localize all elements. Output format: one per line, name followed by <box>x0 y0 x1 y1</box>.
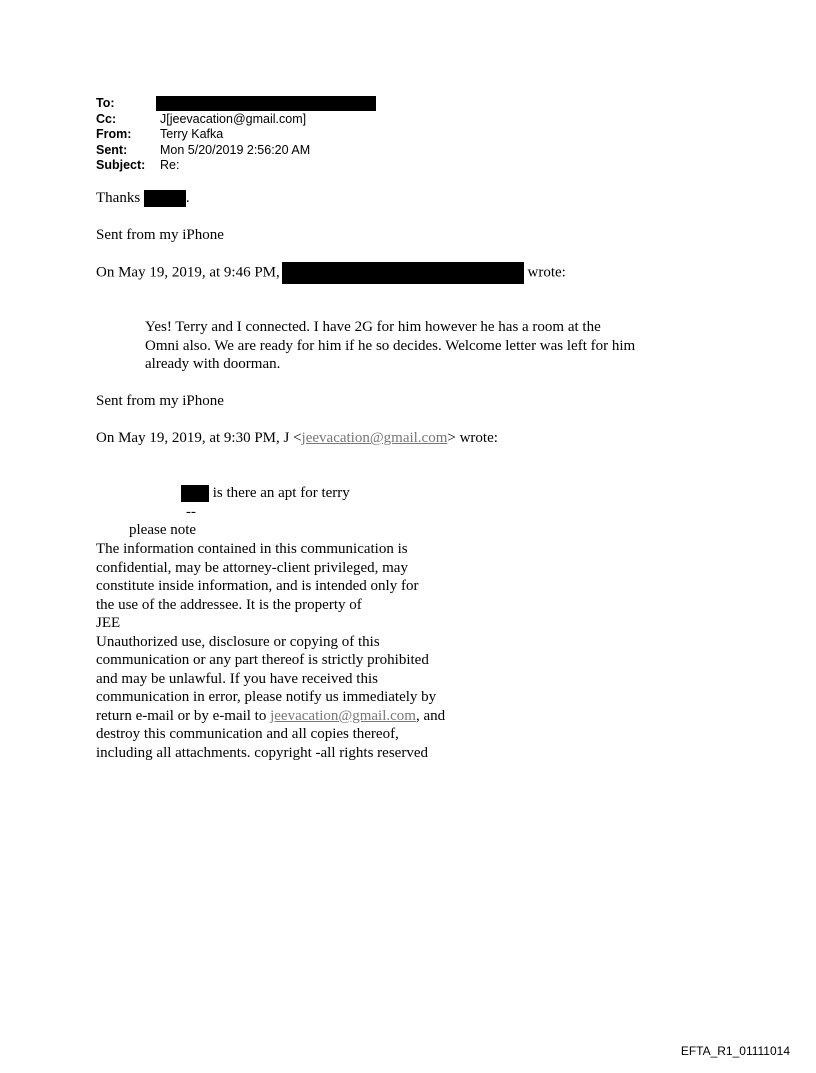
to-label: To: <box>96 96 115 110</box>
cc-label: Cc: <box>96 111 117 126</box>
attribution-1-prefix: On May 19, 2019, at 9:46 PM, <box>96 264 280 281</box>
quoted-message-1 <box>145 318 635 374</box>
from-row <box>96 127 376 143</box>
subject-label: Subject: <box>96 158 146 172</box>
quoted-line: Omni also. We are ready for him if he so decides. Welcome letter was left for him <box>145 337 636 354</box>
quoted-message-2 <box>181 484 350 503</box>
disclaimer-line: JEE <box>96 615 121 631</box>
disclaimer-line: communication or any part thereof is strictly prohibited <box>96 652 429 668</box>
email-header <box>96 96 376 174</box>
sent-from-iphone-1: Sent from my iPhone <box>96 227 224 243</box>
reply-attribution-1 <box>96 262 566 284</box>
document-id: EFTA_R1_01111014 <box>680 1044 790 1058</box>
disclaimer-line: the use of the addressee. It is the property of <box>96 596 362 613</box>
quoted-text-2: is there an apt for terry <box>212 485 350 501</box>
disclaimer-email-prefix: return e-mail or by e-mail to <box>96 707 271 724</box>
disclaimer-line: constitute inside information, and is intended only for <box>96 578 419 594</box>
disclaimer-line: destroy this communication and all copies thereof, <box>96 726 399 742</box>
disclaimer-line: and may be unlawful. If you have received this <box>96 670 378 687</box>
thanks-text: Thanks <box>96 190 141 206</box>
email-link[interactable]: jeevacation@gmail.com <box>270 707 416 724</box>
quoted-line: already with doorman. <box>145 356 281 372</box>
reply-attribution-2 <box>96 429 498 448</box>
thanks-line <box>96 189 190 208</box>
subject-value: Re: <box>160 158 180 172</box>
quoted-line: Yes! Terry and I connected. I have 2G for him however he has a room at the <box>145 319 601 335</box>
attribution-2-suffix: > wrote: <box>447 430 498 446</box>
from-value: Terry Kafka <box>160 127 224 141</box>
disclaimer-line: communication in error, please notify us immediately by <box>96 689 437 705</box>
sent-from-iphone-2: Sent from my iPhone <box>96 393 224 409</box>
please-note: please note <box>129 522 197 538</box>
disclaimer-line: confidential, may be attorney-client privileged, may <box>96 559 408 576</box>
signature-dashes: -- <box>186 504 196 520</box>
thanks-period: . <box>185 190 190 206</box>
disclaimer-line: The information contained in this communication is <box>96 541 408 557</box>
attribution-1-suffix: wrote: <box>527 264 566 281</box>
cc-value: J[jeevacation@gmail.com] <box>160 111 307 126</box>
to-row <box>96 96 376 112</box>
disclaimer <box>96 540 445 762</box>
disclaimer-line: including all attachments. copyright -all rights reserved <box>96 744 428 761</box>
disclaimer-line <box>96 707 445 726</box>
email-link[interactable]: jeevacation@gmail.com <box>301 430 448 446</box>
cc-row <box>96 112 376 128</box>
redaction-box <box>282 262 524 284</box>
disclaimer-email-suffix: , and <box>415 707 446 724</box>
redaction-box <box>144 190 186 207</box>
sent-label: Sent: <box>96 142 128 157</box>
subject-row <box>96 158 376 174</box>
from-label: From: <box>96 127 132 141</box>
redaction-box <box>181 485 209 502</box>
redaction-box <box>156 96 376 111</box>
sent-row <box>96 143 376 159</box>
disclaimer-line: Unauthorized use, disclosure or copying of this <box>96 633 380 650</box>
attribution-2-prefix: On May 19, 2019, at 9:30 PM, J < <box>96 430 302 446</box>
sent-value: Mon 5/20/2019 2:56:20 AM <box>160 142 311 157</box>
